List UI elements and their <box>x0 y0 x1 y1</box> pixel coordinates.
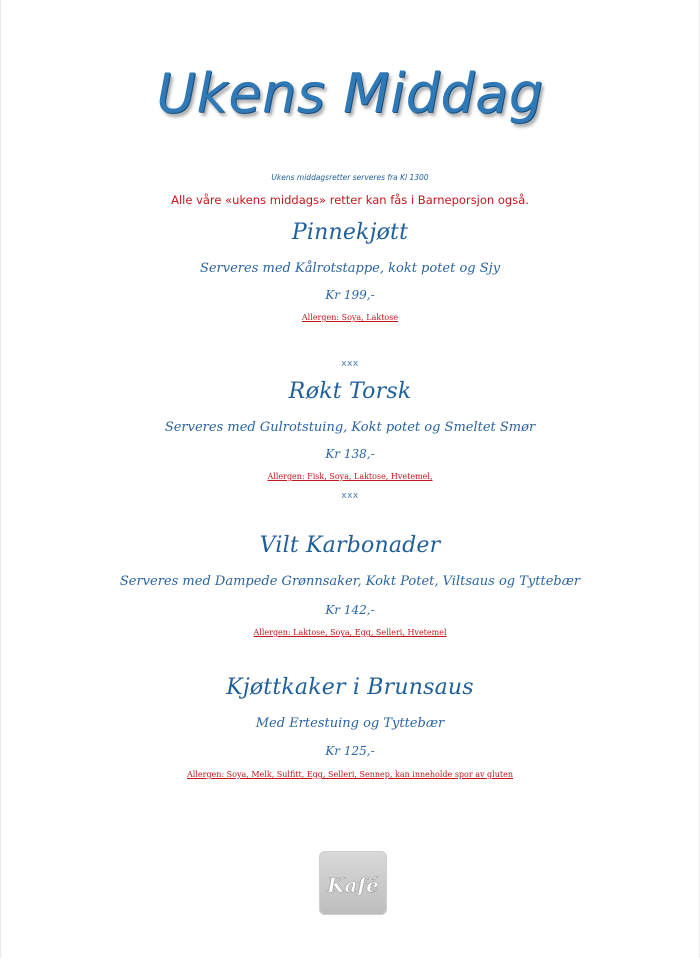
dish-description: Serveres med Kålrotstappe, kokt potet og Sjy <box>199 261 501 276</box>
kafe-logo-icon <box>319 851 387 915</box>
dish-name: Vilt Karbonader <box>259 533 441 558</box>
page-title: Ukens Middag <box>156 62 544 125</box>
dish-price: Kr 142,- <box>325 603 375 617</box>
dish-price: Kr 125,- <box>325 744 375 758</box>
separator: xxx <box>341 491 359 501</box>
kafe-logo-svg <box>319 851 387 915</box>
dish-price: Kr 138,- <box>325 447 375 461</box>
dish-allergens: Allergen: Soya, Melk, Sulfitt, Egg, Selleri, Sennep, kan inneholde spor av gluten <box>186 770 513 779</box>
logo-text: Kafé <box>327 873 379 897</box>
dish-name: Kjøttkaker i Brunsaus <box>226 675 474 700</box>
dish-allergens: Allergen: Fisk, Soya, Laktose, Hvetemel, <box>267 472 433 481</box>
dish-allergens: Allergen: Soya, Laktose <box>301 313 399 322</box>
dish-description: Serveres med Dampede Grønnsaker, Kokt Potet, Viltsaus og Tyttebær <box>119 574 581 589</box>
dish-price: Kr 199,- <box>325 288 375 302</box>
serving-time-note: Ukens middagsretter serveres fra Kl 1300 <box>271 173 429 182</box>
dish-description: Serveres med Gulrotstuing, Kokt potet og Smeltet Smør <box>164 420 536 435</box>
dish-description: Med Ertestuing og Tyttebær <box>255 716 445 731</box>
dish-name: Røkt Torsk <box>288 379 412 404</box>
dish-name: Pinnekjøtt <box>291 220 409 245</box>
separator: xxx <box>341 359 359 369</box>
dish-allergens: Allergen: Laktose, Soya, Egg, Selleri, Hvetemel <box>253 628 447 637</box>
child-portion-notice: Alle våre «ukens middags» retter kan fås i Barneporsjon også. <box>171 193 529 207</box>
